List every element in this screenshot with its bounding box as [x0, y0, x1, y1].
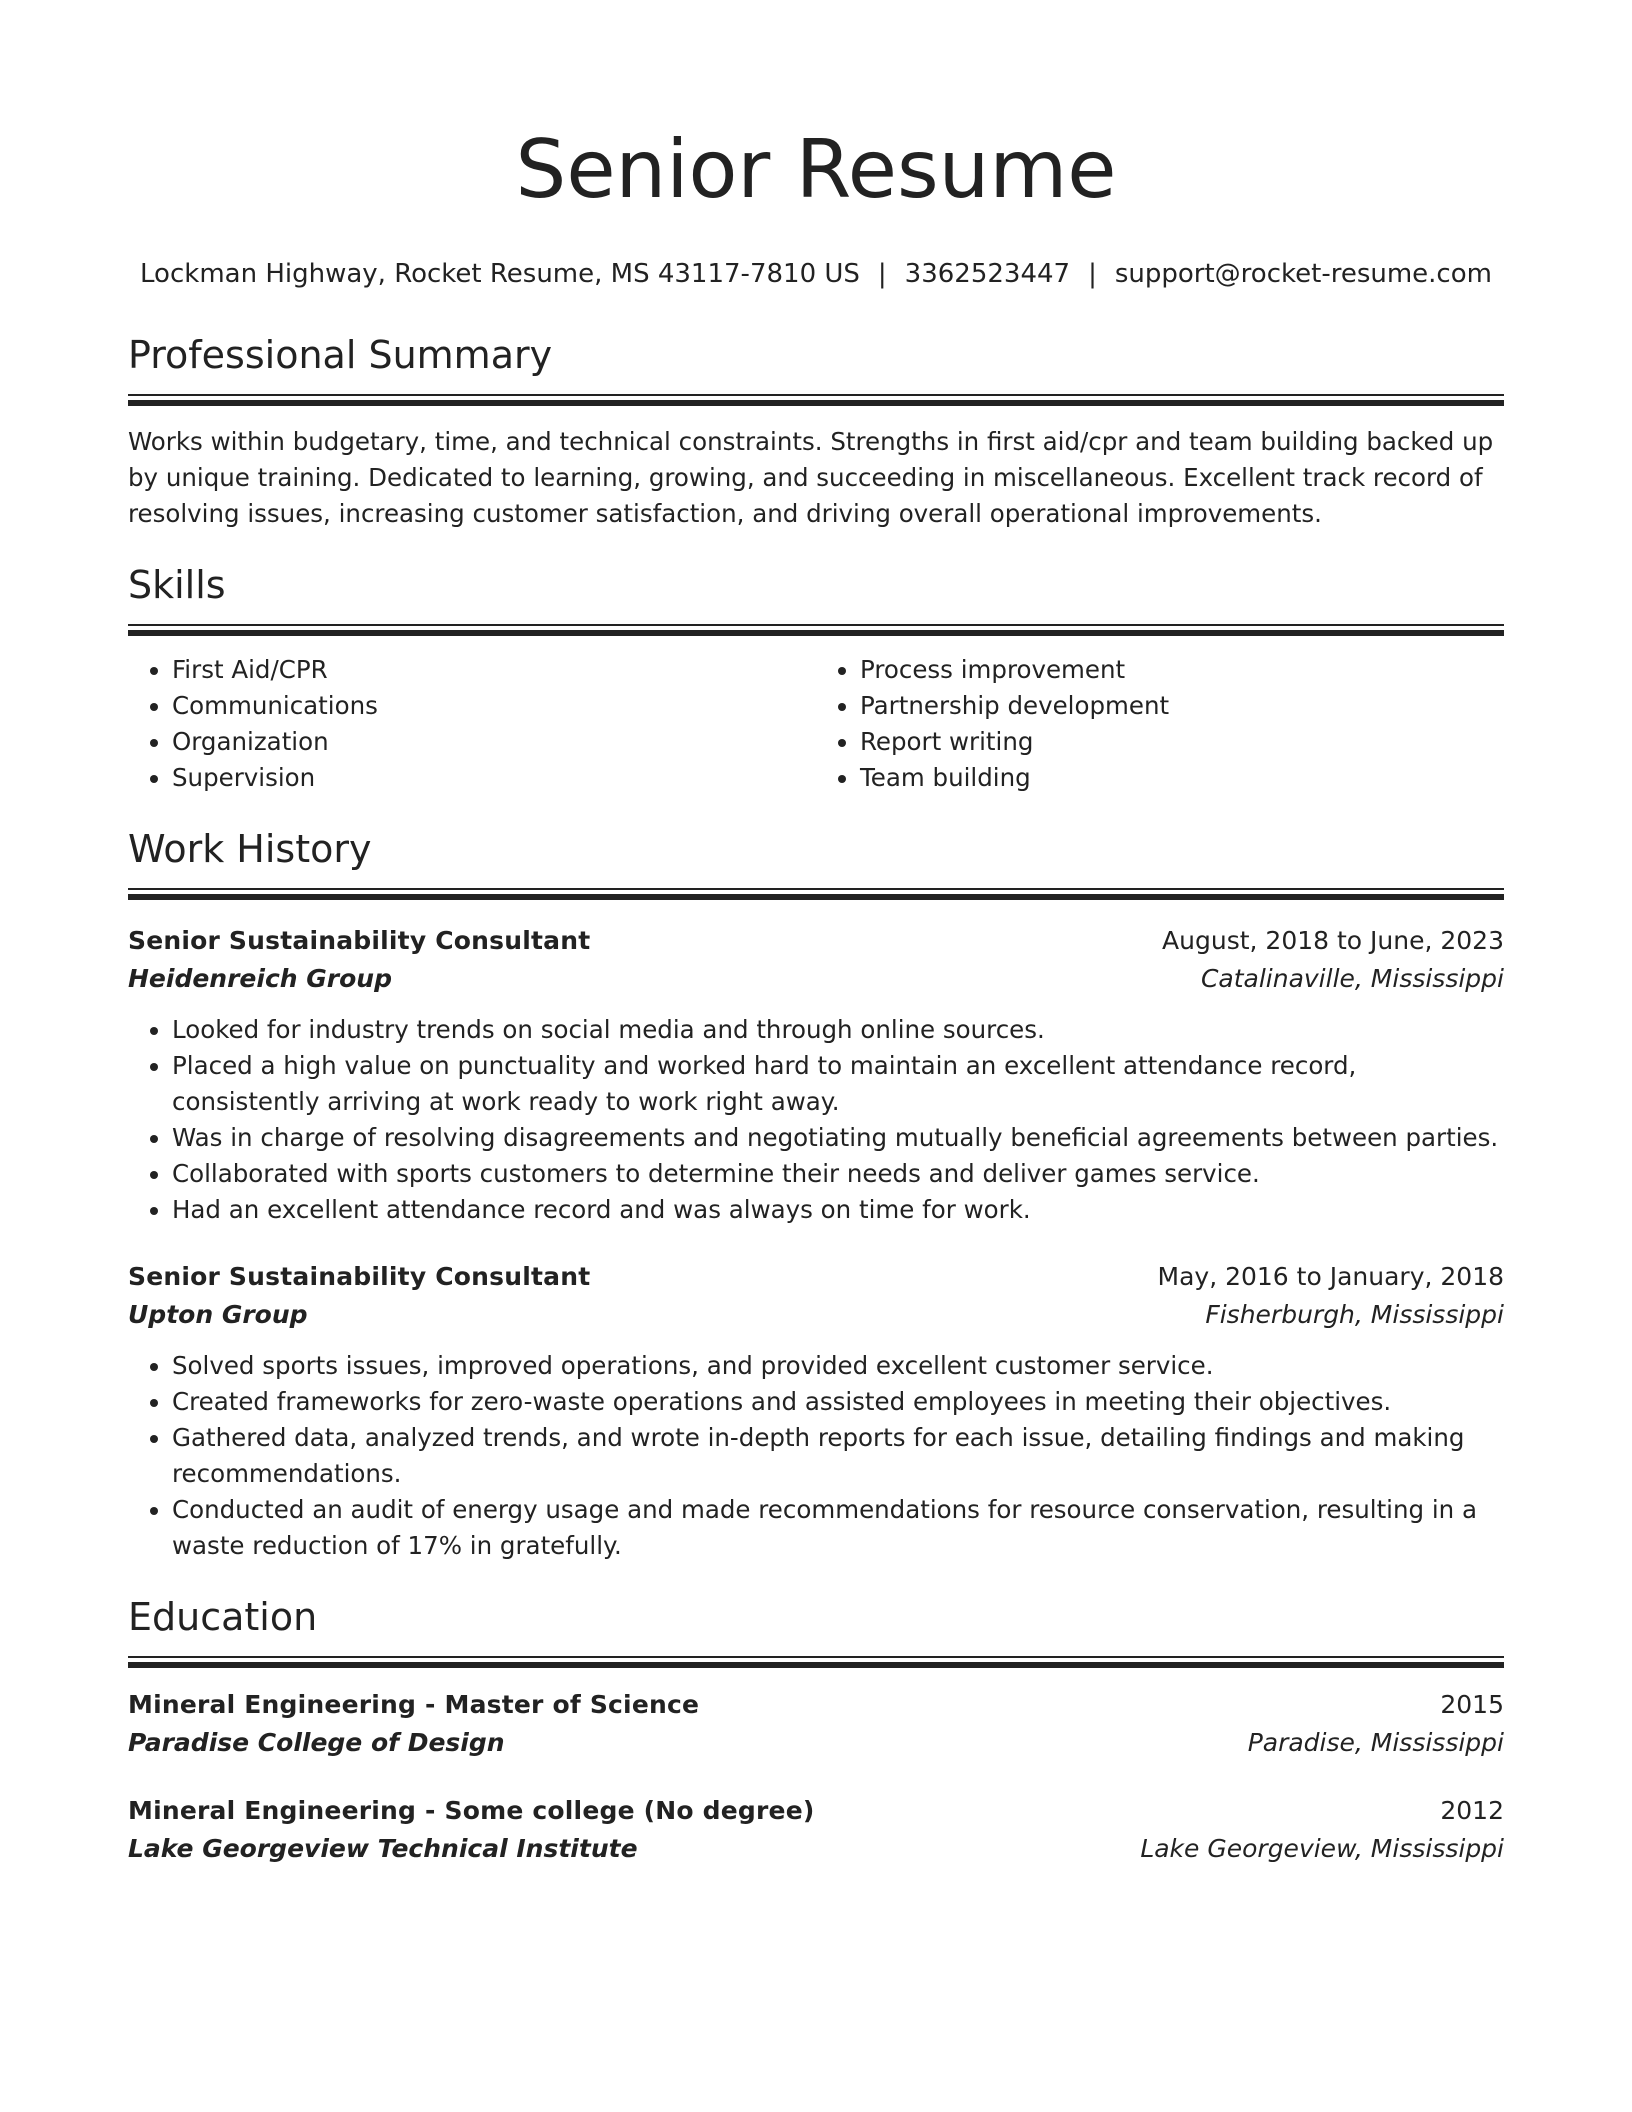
job-subheader	[128, 1296, 1504, 1334]
education-degree: Mineral Engineering - Some college (No degree)	[128, 1796, 815, 1825]
contact-line	[128, 258, 1504, 290]
contact-separator: |	[877, 259, 887, 289]
education-subheader	[128, 1830, 1504, 1868]
education-year: 2012	[1440, 1796, 1504, 1825]
skills-column-left	[128, 652, 816, 796]
job-dates: May, 2016 to January, 2018	[1157, 1262, 1504, 1291]
education-header	[128, 1686, 1504, 1724]
education-location: Paradise, Mississippi	[1247, 1728, 1504, 1757]
skill-item: • Team building	[860, 760, 1504, 796]
skill-item: • Process improvement	[860, 652, 1504, 688]
job-company: Heidenreich Group	[128, 964, 392, 993]
job-title: Senior Sustainability Consultant	[128, 926, 591, 955]
job-bullet: • Gathered data, analyzed trends, and wrote in-depth reports for each issue, detailing findings and making recommendations.	[172, 1420, 1504, 1492]
skill-item: • Organization	[172, 724, 816, 760]
job-subheader	[128, 960, 1504, 998]
education-section	[128, 1594, 1504, 1868]
education-entry	[128, 1686, 1504, 1762]
skill-item: • Communications	[172, 688, 816, 724]
job-bullets	[128, 1012, 1504, 1228]
job-location: Catalinaville, Mississippi	[1200, 964, 1504, 993]
contact-email: support@rocket-resume.com	[1114, 259, 1492, 289]
skill-item: • First Aid/CPR	[172, 652, 816, 688]
job-title: Senior Sustainability Consultant	[128, 1262, 591, 1291]
work-section	[128, 826, 1504, 1564]
skills-column-right	[816, 652, 1504, 796]
education-year: 2015	[1440, 1690, 1504, 1719]
job-bullets	[128, 1348, 1504, 1564]
contact-address: Lockman Highway, Rocket Resume, MS 43117-7810 US	[140, 259, 860, 289]
resume-name: Senior Resume	[515, 123, 1117, 216]
summary-text: Works within budgetary, time, and technical constraints. Strengths in first aid/cpr and team building backed up by unique training. Dedicated to learning, growing, and succeeding in miscellaneous. Excellent track record of resolving issues, increasing customer satisfaction, and driving overall operational improvements.	[128, 427, 1494, 528]
job-bullet: • Solved sports issues, improved operations, and provided excellent customer service.	[172, 1348, 1504, 1384]
education-entry	[128, 1792, 1504, 1868]
job-bullet: • Had an excellent attendance record and was always on time for work.	[172, 1192, 1504, 1228]
skill-item: • Report writing	[860, 724, 1504, 760]
contact-phone: 3362523447	[904, 259, 1071, 289]
section-divider	[128, 624, 1504, 636]
job-bullet: • Conducted an audit of energy usage and made recommendations for resource conservation, resulting in a waste reduction of 17% in gratefully.	[172, 1492, 1504, 1564]
job-bullet: • Was in charge of resolving disagreements and negotiating mutually beneficial agreements between parties.	[172, 1120, 1504, 1156]
skill-item: • Partnership development	[860, 688, 1504, 724]
job-bullet: • Created frameworks for zero-waste operations and assisted employees in meeting their objectives.	[172, 1384, 1504, 1420]
education-subheader	[128, 1724, 1504, 1762]
education-location: Lake Georgeview, Mississippi	[1140, 1834, 1504, 1863]
skills-list	[128, 652, 1504, 796]
job-bullet: • Looked for industry trends on social media and through online sources.	[172, 1012, 1504, 1048]
education-heading: Education	[128, 1595, 318, 1639]
summary-section	[128, 332, 1504, 532]
work-heading: Work History	[128, 827, 372, 871]
job-location: Fisherburgh, Mississippi	[1205, 1300, 1504, 1329]
job-entry	[128, 922, 1504, 1228]
job-entry	[128, 1258, 1504, 1564]
job-bullet: • Placed a high value on punctuality and worked hard to maintain an excellent attendance record, consistently arriving at work ready to work right away.	[172, 1048, 1504, 1120]
skills-section	[128, 562, 1504, 796]
skills-heading: Skills	[128, 563, 226, 607]
education-degree: Mineral Engineering - Master of Science	[128, 1690, 700, 1719]
job-bullet: • Collaborated with sports customers to determine their needs and deliver games service.	[172, 1156, 1504, 1192]
section-divider	[128, 888, 1504, 900]
summary-heading: Professional Summary	[128, 333, 553, 377]
job-header	[128, 1258, 1504, 1296]
education-header	[128, 1792, 1504, 1830]
job-header	[128, 922, 1504, 960]
job-dates: August, 2018 to June, 2023	[1162, 926, 1504, 955]
section-divider	[128, 394, 1504, 406]
education-school: Paradise College of Design	[128, 1728, 505, 1757]
skill-item: • Supervision	[172, 760, 816, 796]
education-school: Lake Georgeview Technical Institute	[128, 1834, 638, 1863]
section-divider	[128, 1656, 1504, 1668]
job-company: Upton Group	[128, 1300, 308, 1329]
contact-separator: |	[1088, 259, 1097, 289]
